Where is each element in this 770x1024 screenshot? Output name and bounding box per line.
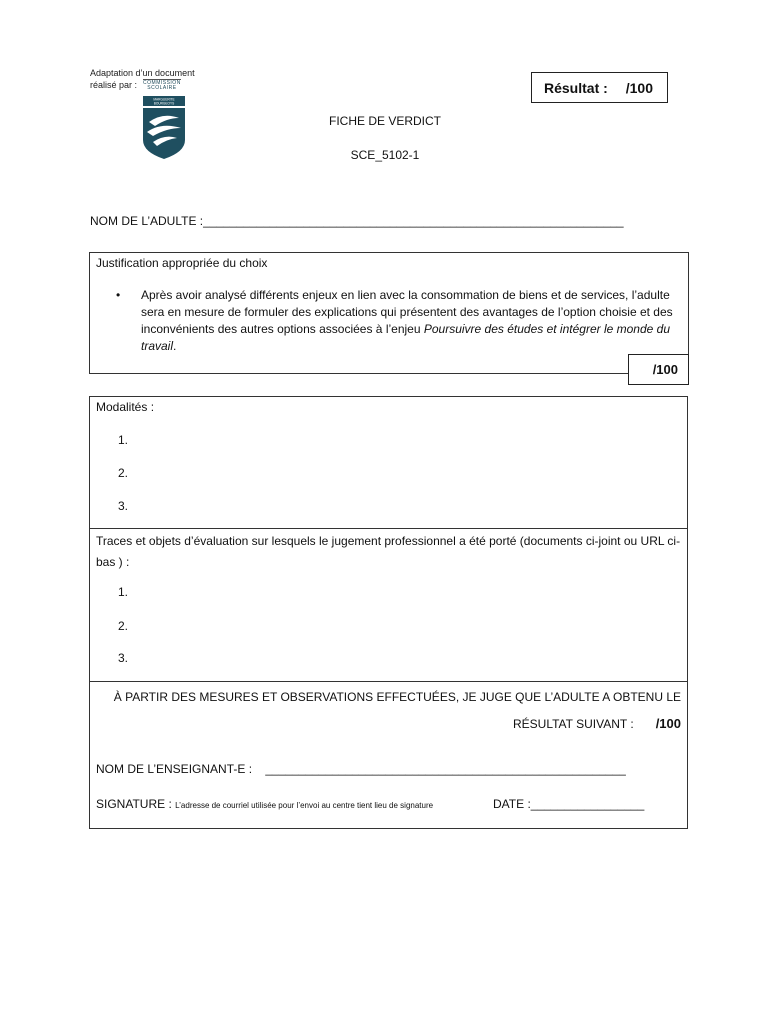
signature-field[interactable] <box>96 797 433 811</box>
result-score-box <box>531 72 668 103</box>
date-blank[interactable]: _________________ <box>530 797 645 811</box>
svg-text:MARGUERITE: MARGUERITE <box>153 97 175 102</box>
verdict-score: /100 <box>655 716 681 731</box>
modalites-title: Modalités : <box>96 400 155 414</box>
date-label: DATE : <box>493 797 531 811</box>
teacher-name-field[interactable] <box>96 762 626 776</box>
result-score: /100 <box>625 79 653 96</box>
signature-note: L’adresse de courriel utilisée pour l’envoi au centre tient lieu de signature <box>175 801 434 810</box>
trace-item-1: 1. <box>118 585 129 599</box>
adult-name-field[interactable] <box>90 214 624 228</box>
adaptation-line-1: Adaptation d’un document <box>90 68 195 78</box>
justification-bullet: • <box>116 288 121 302</box>
verdict-result-label: RÉSULTAT SUIVANT : <box>512 717 634 731</box>
justification-score: /100 <box>652 362 678 377</box>
justification-text: Après avoir analysé différents enjeux en lien avec la consommation de biens et de services, l’adulte sera en mesure de formuler des explications qui présentent des avantages de l’option choisie et des inconvénients des autres options associées à l’enjeu Poursuivre des études et intégrer le monde du travail. <box>141 288 673 353</box>
justification-score-box <box>628 354 689 385</box>
traces-title: Traces et objets d’évaluation sur lesquels le jugement professionnel a été porté (documents ci-joint ou URL ci-bas ) : <box>96 534 681 569</box>
adaptation-credit <box>90 67 195 91</box>
verdict-result <box>96 716 681 731</box>
section-divider <box>89 681 688 682</box>
modalite-item-3: 3. <box>118 499 129 513</box>
school-board-label: COMMISSION SCOLAIRE <box>143 80 181 91</box>
justification-title: Justification appropriée du choix <box>96 256 268 270</box>
section-divider <box>89 528 688 529</box>
modalite-item-2: 2. <box>118 466 129 480</box>
result-label: Résultat : <box>544 79 608 96</box>
teacher-name-blank[interactable]: ______________________________________________________ <box>265 762 626 776</box>
verdict-statement: À PARTIR DES MESURES ET OBSERVATIONS EFFECTUÉES, JE JUGE QUE L’ADULTE A OBTENU LE <box>113 690 681 704</box>
teacher-name-label: NOM DE L’ENSEIGNANT-E : <box>96 762 253 776</box>
adaptation-line-2: réalisé par : <box>90 80 138 90</box>
signature-label: SIGNATURE : <box>96 797 172 811</box>
adult-name-label: NOM DE L’ADULTE : <box>90 214 204 228</box>
date-field[interactable] <box>493 797 644 811</box>
modalite-item-1: 1. <box>118 433 129 447</box>
adult-name-blank[interactable]: _______________________________________________________________ <box>203 214 624 228</box>
trace-item-2: 2. <box>118 619 129 633</box>
svg-text:BOURGEOYS: BOURGEOYS <box>153 101 175 106</box>
document-code: SCE_5102-1 <box>350 148 420 162</box>
trace-item-3: 3. <box>118 651 129 665</box>
document-title: FICHE DE VERDICT <box>328 114 441 128</box>
justification-italic: Poursuivre des études et intégrer le monde du travail <box>141 322 670 353</box>
